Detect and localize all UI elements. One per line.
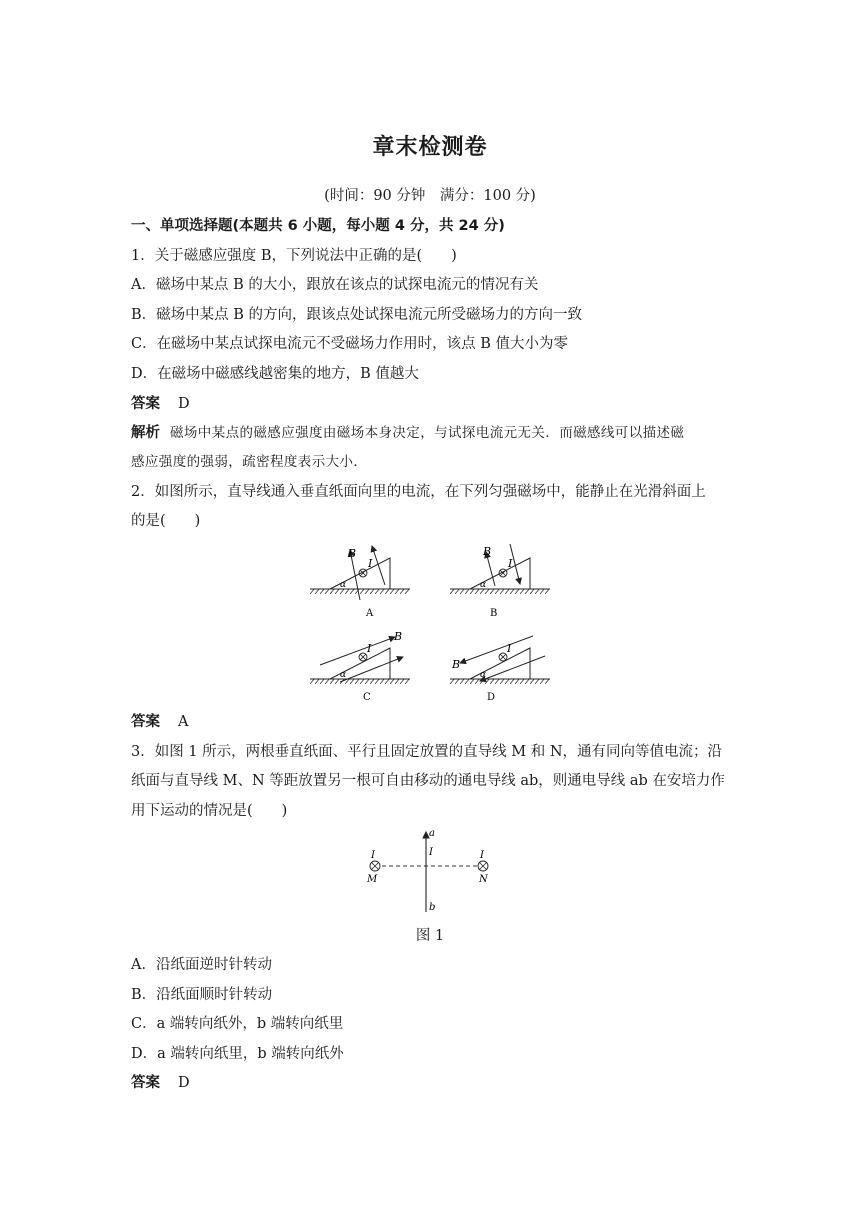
q2-stem-line2: 的是( ) [131,513,201,529]
q3-option-a: A．沿纸面逆时针转动 [131,957,272,973]
caption-d: D [487,692,496,703]
q1-answer [131,394,731,414]
diagram-a [310,546,410,619]
wire-end-b-label: b [429,902,436,913]
field-label-b: B [483,545,492,558]
q3-option-d: D．a 端转向纸里，b 端转向纸外 [131,1046,344,1062]
q3-answer [131,1073,731,1093]
q3-stem-line2: 纸面与直导线 M、N 等距放置另一根可自由移动的通电导线 ab，则通电导线 ab 在安培力作 [131,773,725,789]
caption-c: C [363,692,371,703]
q1-explanation-line1 [131,423,731,443]
q3-option-b: B．沿纸面顺时针转动 [131,987,273,1003]
q3-figure-caption: 图 1 [415,928,445,944]
q1-stem: 1．关于磁感应强度 B，下列说法中正确的是( ) [131,248,457,264]
q3-option-c: C．a 端转向纸外，b 端转向纸里 [131,1016,344,1032]
q2-stem-line1: 2．如图所示，直导线通入垂直纸面向里的电流，在下列匀强磁场中，能静止在光滑斜面上 [131,484,706,500]
answer-value: D [178,396,190,412]
n-current-label: I [480,850,484,861]
m-current-label: I [371,850,375,861]
q3-stem-line1: 3．如图 1 所示，两根垂直纸面、平行且固定放置的直导线 M 和 N，通有同向等值电流；沿 [131,744,723,760]
angle-label-alpha: α [480,580,487,590]
q3-figure [360,826,500,918]
q2-answer [131,712,731,732]
q3-stem-line3: 用下运动的情况是( ) [131,803,288,819]
angle-label-alpha: α [340,580,347,590]
diagram-c [310,630,410,703]
diagram-b [450,544,550,619]
diagram-d [450,636,550,703]
answer-label: 答案 [131,396,160,412]
q1-option-a: A．磁场中某点 B 的大小，跟放在该点的试探电流元的情况有关 [131,277,539,293]
wire-n-label: N [479,874,488,885]
page-title: 章末检测卷 [372,135,488,160]
q1-option-b: B．磁场中某点 B 的方向，跟该点处试探电流元所受磁场力的方向一致 [131,307,583,323]
field-label-b: B [348,547,357,560]
answer-value: D [178,1075,190,1091]
caption-a: A [366,608,374,619]
current-label-i: I [507,642,512,655]
answer-label: 答案 [131,1075,160,1091]
angle-label-alpha: α [340,670,347,680]
q2-figure [300,540,560,710]
answer-label: 答案 [131,714,160,730]
current-label-i: I [508,557,513,570]
wire-m-label: M [367,874,378,885]
field-label-b: B [452,658,461,671]
wire-current-label: I [429,847,433,858]
answer-value: A [178,714,189,730]
wire-end-a-label: a [429,828,435,839]
field-label-b: B [394,630,403,643]
explain-label: 解析 [131,425,160,441]
current-label-i: I [367,642,372,655]
q1-option-c: C．在磁场中某点试探电流元不受磁场力作用时，该点 B 值大小为零 [131,336,568,352]
explain-text: 磁场中某点的磁感应强度由磁场本身决定，与试探电流元无关．而磁感线可以描述磁 [170,425,685,441]
current-label-i: I [368,557,373,570]
q1-explanation-line2: 感应强度的强弱，疏密程度表示大小． [131,454,368,470]
angle-label-alpha: α [480,670,487,680]
caption-b: B [490,608,498,619]
section-heading: 一、单项选择题(本题共 6 小题，每小题 4 分，共 24 分) [131,218,505,234]
exam-info: (时间：90 分钟 满分：100 分) [324,188,536,204]
q1-option-d: D．在磁场中磁感线越密集的地方，B 值越大 [131,366,419,382]
